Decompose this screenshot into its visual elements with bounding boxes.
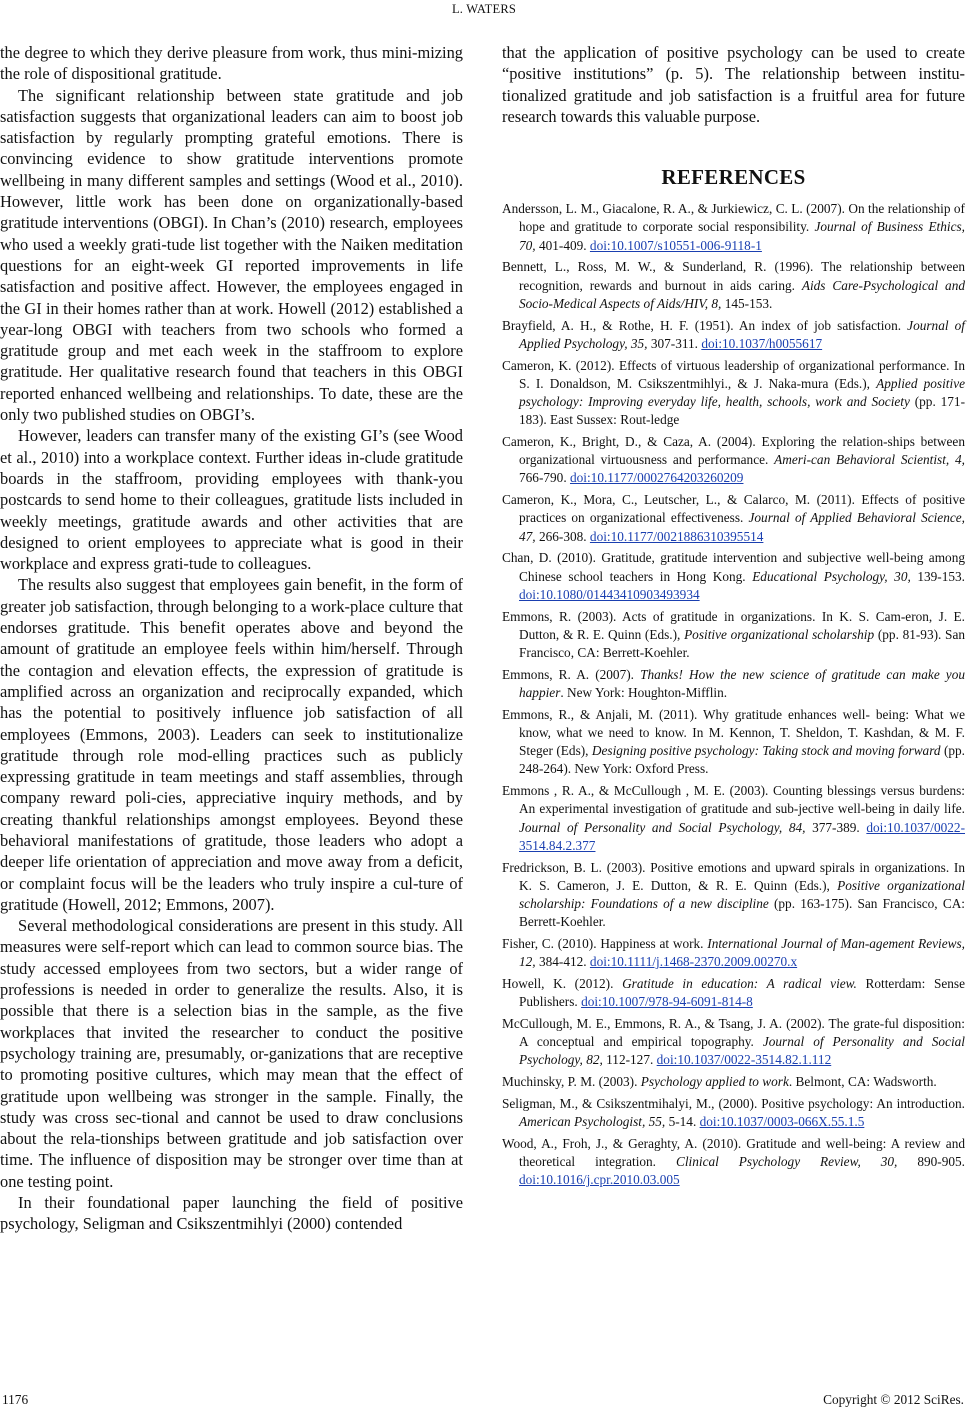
reference-text: Howell, K. (2012). — [502, 976, 623, 992]
reference-entry — [502, 1015, 965, 1070]
copyright-notice: Copyright © 2012 SciRes. — [823, 1392, 964, 1407]
reference-source: Thanks! How the new science of gratitude can make you happier — [519, 666, 966, 701]
reference-source: American Psychologist, 55, — [519, 1114, 666, 1130]
reference-list — [502, 200, 965, 1189]
reference-pages: (pp. 81-93). San Francisco, CA: Berrett-Koehler. — [519, 626, 965, 661]
reference-text: Muchinsky, P. M. (2003). — [502, 1074, 641, 1090]
reference-entry — [502, 782, 965, 855]
reference-entry — [502, 491, 965, 546]
right-column — [502, 42, 965, 1193]
reference-pages: (pp. 248-264). New York: Oxford Press. — [519, 743, 966, 777]
reference-source: Psychology applied to work — [640, 1074, 789, 1090]
reference-source: Clinical Psychology Review, 30, — [675, 1154, 898, 1170]
reference-entry — [502, 608, 965, 663]
reference-text: Wood, A., Froh, J., & Geraghty, A. (2010). Gratitude and well-being: A review and theoretical integration. — [502, 1136, 965, 1170]
reference-entry — [502, 935, 965, 971]
reference-source: International Journal of Man-agement Reviews, 12, — [519, 936, 965, 970]
references-heading: REFERENCES — [661, 165, 806, 190]
reference-pages: 307-311. — [647, 335, 702, 351]
doi-link[interactable]: doi:10.1037/0022-3514.82.1.112 — [656, 1052, 832, 1068]
reference-source: Journal of Personality and Social Psychology, 82, — [519, 1034, 965, 1068]
reference-text: Emmons, R. A. (2007). — [502, 666, 641, 682]
reference-pages: (pp. 171-183). East Sussex: Rout-ledge — [519, 394, 965, 428]
body-paragraph: Several methodological considerations are present in this study. All measures were self-report which can lead to common source bias. The study accessed employees from two sectors, but a wider range of professions is needed in order to generalize the results. Also, it is possible that there is a selection bias in the sample, as the five workplaces that invited the researcher to conduct the positive psychology training are, presumably, or-ganizations that are receptive to promoting positive cultures, which may mean that the effect of gratitude upon wellbeing was stronger in the sample. Finally, the study was cross sec-tional and cannot be used to draw conclusions about the rela-tionships between gratitude and job satisfaction over time. The influence of disposition may be stronger over time than at one testing point. — [0, 916, 463, 1191]
reference-entry — [502, 317, 965, 353]
reference-source: Aids Care-Psychological and Socio-Medical Aspects of Aids/HIV, 8, — [519, 277, 965, 311]
reference-source: Applied positive psychology: Improving everyday life, health, schools, work and Society — [519, 375, 965, 409]
reference-pages: . Belmont, CA: Wadsworth. — [788, 1074, 937, 1090]
reference-source: Educational Psychology, 30, — [752, 568, 911, 584]
reference-entry — [502, 706, 965, 779]
doi-link[interactable]: doi:10.1007/978-94-6091-814-8 — [581, 994, 753, 1010]
doi-link[interactable]: doi:10.1080/01443410903493934 — [519, 586, 700, 602]
reference-pages: 139-153. — [910, 568, 965, 584]
reference-pages: 112-127. — [602, 1052, 654, 1068]
doi-link[interactable]: doi:10.1007/s10551-006-9118-1 — [589, 237, 762, 253]
reference-text: Brayfield, A. H., & Rothe, H. F. (1951). An index of job satisfaction. — [502, 317, 908, 333]
reference-source: Ameri-can Behavioral Scientist, 4, — [774, 452, 965, 468]
doi-link[interactable]: doi:10.1037/h0055617 — [701, 335, 823, 351]
doi-link[interactable]: doi:10.1177/0021886310395514 — [589, 528, 764, 544]
reference-source: Journal of Applied Behavioral Science, 47, — [519, 510, 965, 544]
reference-pages: 5-14. — [665, 1114, 697, 1130]
reference-entry — [502, 975, 965, 1011]
reference-entry — [502, 200, 965, 255]
body-paragraph: The significant relationship between state gratitude and job satisfaction suggests that organizational leaders can aim to boost job satisfaction by regularly prompting grateful emotions. There is convincing evidence to show gratitude interventions promote wellbeing in many different samples and settings (Wood et al., 2010). However, little work has been done on organizationally-based gratitude interventions (OBGI). In Chan’s (2010) research, employees who used a weekly grati-tude list together with the Naiken meditation questions for an eight-week GI reported improvements in life satisfaction and positive affect. However, the employees engaged in the GI in their homes rather than at work. Howell (2012) established a year-long OBGI with teachers from two schools who formed a gratitude group and met each week in the staffroom to explore gratitude. Her qualitative research found that teachers in this OBGI reported enhanced wellbeing and relationships. To date, these are the only two published studies on OBGI’s. — [0, 85, 463, 425]
reference-entry — [502, 1095, 965, 1131]
reference-pages: 401-409. — [535, 237, 587, 253]
reference-pages: 266-308. — [535, 528, 590, 544]
reference-source: Positive organizational scholarship — [684, 626, 875, 642]
reference-text: Seligman, M., & Csikszentmihalyi, M., (2000). Positive psychology: An introduction. — [502, 1096, 965, 1112]
reference-text: Cameron, K., Mora, C., Leutscher, L., & Calarco, M. (2011). Effects of positive practices on organizational effectiveness. — [502, 492, 965, 526]
reference-text: Emmons, R. (2003). Acts of gratitude in organizations. In K. S. Cam-eron, J. E. Dutton, & R. E. Quinn (Eds.), — [502, 608, 965, 642]
reference-text: Emmons, R., & Anjali, M. (2011). Why gratitude enhances well- being: What we know, what we need to know. In M. Kennon, T. Sheldon, T. Kashdan, & M. F. Steger (Eds), — [502, 706, 965, 759]
reference-entry — [502, 433, 965, 488]
reference-entry — [502, 1135, 965, 1190]
reference-source: Journal of Personality and Social Psychology, 84, — [519, 819, 806, 835]
reference-entry — [502, 357, 965, 430]
reference-pages: 890-905. — [897, 1154, 966, 1170]
doi-link[interactable]: doi:10.1111/j.1468-2370.2009.00270.x — [589, 954, 798, 970]
reference-text: Fredrickson, B. L. (2003). Positive emotions and upward spirals in organizations. In K. S. Cameron, J. E. Dutton, & R. E. Quinn (Eds.), — [502, 859, 965, 893]
reference-pages: 766-790. — [519, 470, 567, 486]
body-paragraph: the degree to which they derive pleasure from work, thus mini-mizing the role of dispositional gratitude. — [0, 43, 463, 84]
reference-pages: 377-389. — [805, 819, 867, 835]
reference-pages: (pp. 163-175). San Francisco, CA: Berrett-Koehler. — [519, 896, 965, 930]
reference-pages: 145-153. — [721, 295, 773, 311]
reference-entry — [502, 549, 965, 604]
running-head: L. WATERS — [451, 2, 517, 16]
body-paragraph: The results also suggest that employees gain benefit, in the form of greater job satisfaction, through belonging to a work-place culture that endorses gratitude. This benefit operates above and beyond the amount of gratitude an employee feels within him/herself. Through the contagion and elevation effects, the expression of gratitude is amplified across an organization and reciprocally expanded, which has the potential to positively influence job satisfaction of all employees (Emmons, 2003). Leaders can seek to institutionalize gratitude through role mod-elling practices such as publicly expressing gratitude in team meetings and staff assemblies, through company reward poli-cies, appreciative inquiry methods, and by creating thankful relationships amongst employees. Beyond these behavioral manifestations of gratitude, those leaders who adopt a deeper life orientation of appreciation and move away from a deficit, or complaint focus will be the leaders who truly inspire a cul-ture of gratitude (Howell, 2012; Emmons, 2007). — [0, 575, 463, 914]
reference-pages: . New York: Houghton-Mifflin. — [560, 685, 728, 701]
reference-text: Cameron, K. (2012). Effects of virtuous leadership of organizational performance. In S. I. Donaldson, M. Csikszentmihlyi., & J. Naka-mura (Eds.), — [502, 357, 965, 391]
doi-link[interactable]: doi:10.1037/0022-3514.84.2.377 — [519, 819, 965, 853]
reference-pages: 384-412. — [535, 954, 587, 970]
reference-text: Chan, D. (2010). Gratitude, gratitude intervention and subjective well-being among Chinese school teachers in Hong Kong. — [502, 550, 965, 584]
reference-entry — [502, 1073, 965, 1091]
page-number: 1176 — [2, 1392, 29, 1407]
reference-text: Emmons , R. A., & McCullough , M. E. (2003). Counting blessings versus burdens: An experimental investigation of gratitude and sub-jective well-being in daily life. — [502, 783, 965, 817]
doi-link[interactable]: doi:10.1037/0003-066X.55.1.5 — [699, 1114, 865, 1130]
reference-text: Fisher, C. (2010). Happiness at work. — [502, 936, 708, 952]
left-column — [0, 42, 463, 1235]
body-paragraph: In their foundational paper launching the field of positive psychology, Seligman and Csikszentmihlyi (2000) contended — [0, 1193, 463, 1234]
reference-text: McCullough, M. E., Emmons, R. A., & Tsang, J. A. (2002). The grate-ful disposition: A conceptual and empirical topography. — [502, 1016, 965, 1050]
reference-pages: Rotterdam: Sense Publishers. — [519, 976, 965, 1010]
reference-entry — [502, 258, 965, 313]
reference-text: Andersson, L. M., Giacalone, R. A., & Jurkiewicz, C. L. (2007). On the relationship of hope and gratitude to corporate social responsibility. — [502, 201, 965, 235]
reference-source: Journal of Applied Psychology, 35, — [519, 317, 965, 351]
reference-entry — [502, 859, 965, 932]
reference-source: Gratitude in education: A radical view. — [622, 976, 857, 992]
reference-entry — [502, 666, 965, 702]
doi-link[interactable]: doi:10.1016/j.cpr.2010.03.005 — [519, 1172, 680, 1188]
doi-link[interactable]: doi:10.1177/0002764203260209 — [569, 470, 744, 486]
body-paragraph: However, leaders can transfer many of the existing GI’s (see Wood et al., 2010) into a workplace context. Further ideas in-clude gratitude boards in the staffroom, providing employees with thank-you postcards to send home to their colleagues, gratitude lists included in weekly meetings, gratitude awards and other activities that are designed to orient employees to appreciate what is good in their workplace and express grati-tude to colleagues. — [0, 426, 463, 574]
reference-source: Journal of Business Ethics, 70, — [519, 219, 965, 253]
reference-source: Designing positive psychology: Taking stock and moving forward — [591, 743, 941, 759]
body-paragraph: that the application of positive psychology can be used to create “positive institutions” (p. 5). The relationship between institu-tionalized gratitude and job satisfaction is a fruitful area for future research towards this valuable purpose. — [502, 43, 965, 126]
reference-text: Bennett, L., Ross, M. W., & Sunderland, R. (1996). The relationship between recognition, rewards and burnout in aids caring. — [502, 259, 965, 293]
reference-text: Cameron, K., Bright, D., & Caza, A. (2004). Exploring the relation-ships between organizational virtuousness and performance. — [502, 434, 965, 468]
reference-source: Positive organizational scholarship: Foundations of a new discipline — [519, 877, 965, 912]
